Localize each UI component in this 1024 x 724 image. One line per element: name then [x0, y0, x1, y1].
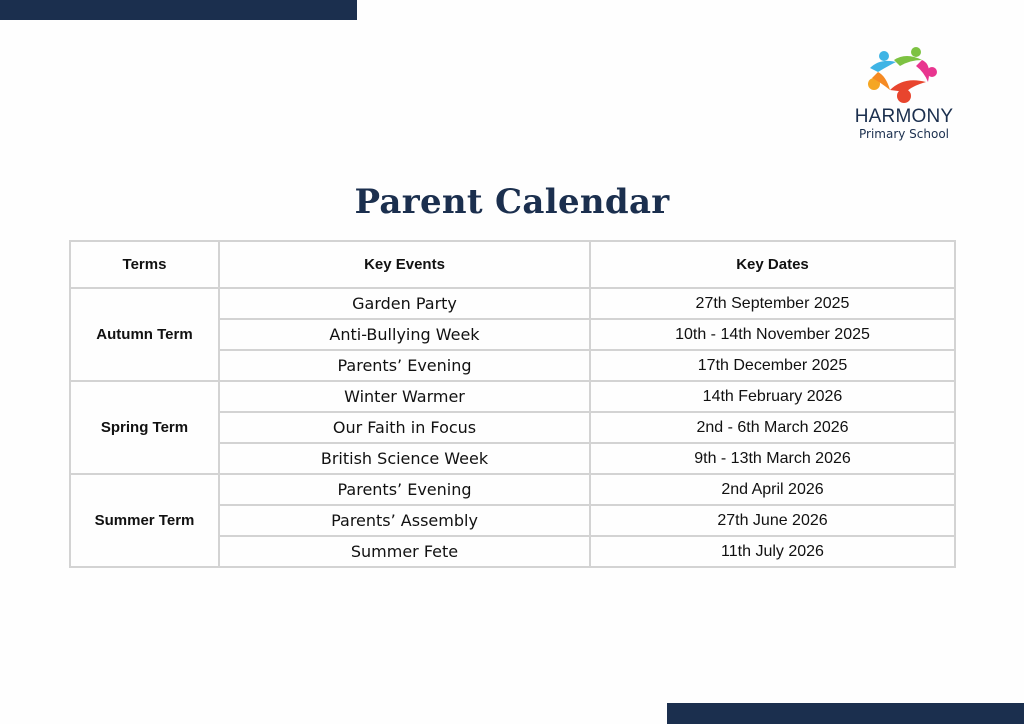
term-spring: Spring Term	[70, 381, 219, 474]
table-row	[70, 288, 955, 319]
term-autumn: Autumn Term	[70, 288, 219, 381]
top-decorative-bar	[0, 0, 357, 20]
table-row	[70, 381, 955, 412]
header-terms: Terms	[70, 241, 219, 288]
date-cell: 27th September 2025	[590, 288, 955, 319]
date-cell: 11th July 2026	[590, 536, 955, 567]
date-cell: 27th June 2026	[590, 505, 955, 536]
date-cell: 14th February 2026	[590, 381, 955, 412]
table-row	[70, 474, 955, 505]
header-key-events: Key Events	[219, 241, 590, 288]
table-header-row	[70, 241, 955, 288]
calendar-table	[69, 240, 956, 568]
term-summer: Summer Term	[70, 474, 219, 567]
event-cell: Parents’ Evening	[219, 350, 590, 381]
date-cell: 2nd - 6th March 2026	[590, 412, 955, 443]
date-cell: 9th - 13th March 2026	[590, 443, 955, 474]
event-cell: Summer Fete	[219, 536, 590, 567]
header-key-dates: Key Dates	[590, 241, 955, 288]
bottom-decorative-bar	[667, 703, 1024, 724]
event-cell: Garden Party	[219, 288, 590, 319]
event-cell: Parents’ Assembly	[219, 505, 590, 536]
event-cell: British Science Week	[219, 443, 590, 474]
logo-school-name: HARMONY	[854, 106, 954, 127]
event-cell: Winter Warmer	[219, 381, 590, 412]
school-logo	[846, 46, 962, 141]
date-cell: 2nd April 2026	[590, 474, 955, 505]
event-cell: Parents’ Evening	[219, 474, 590, 505]
page-title: Parent Calendar	[354, 182, 670, 222]
event-cell: Our Faith in Focus	[219, 412, 590, 443]
logo-school-subtitle: Primary School	[858, 127, 950, 141]
event-cell: Anti-Bullying Week	[219, 319, 590, 350]
harmony-people-logo-icon	[866, 46, 942, 104]
date-cell: 17th December 2025	[590, 350, 955, 381]
date-cell: 10th - 14th November 2025	[590, 319, 955, 350]
